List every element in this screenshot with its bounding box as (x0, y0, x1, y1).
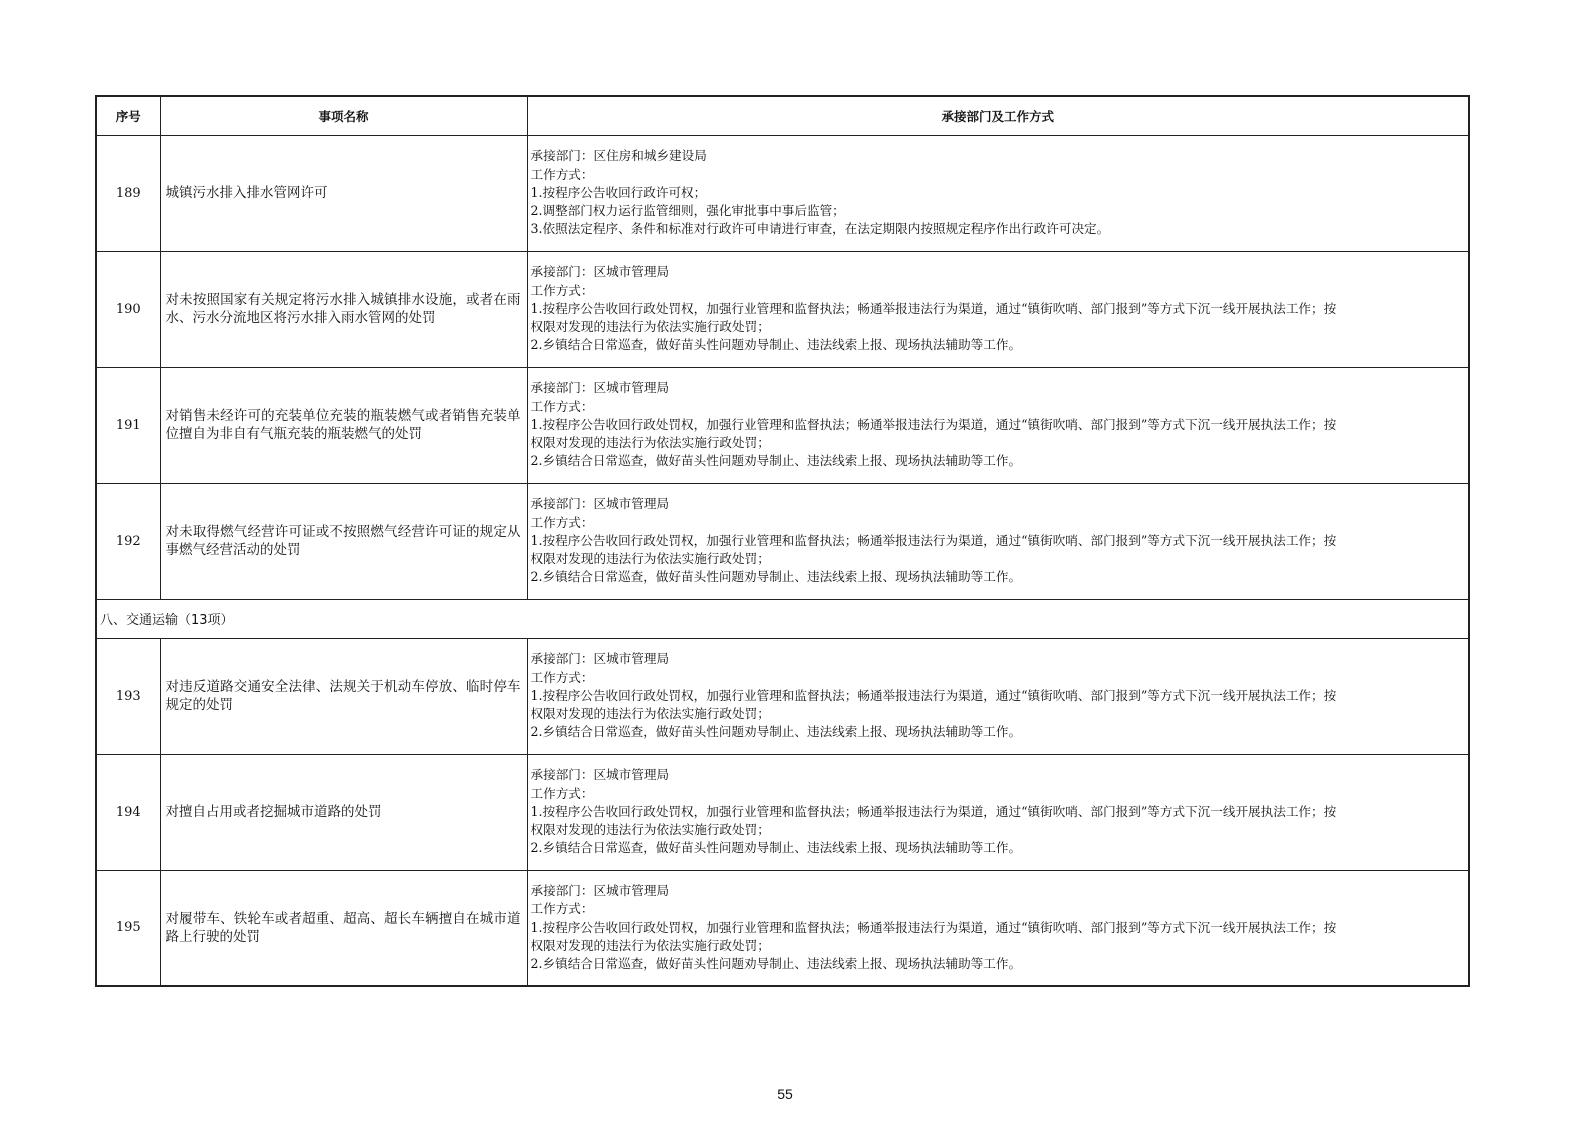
method-line: 工作方式： (530, 282, 594, 298)
method-line: 1.按程序公告收回行政处罚权，加强行业管理和监督执法；畅通举报违法行为渠道，通过“镇街吹哨、部门报到”等方式下沉一线开展执法工作；按 (530, 687, 1337, 703)
table-row (96, 754, 1469, 870)
row-method (527, 251, 1469, 367)
method-line: 2.乡镇结合日常巡查，做好苗头性问题劝导制止、违法线索上报、现场执法辅助等工作。 (530, 569, 1022, 585)
section-row (96, 599, 1469, 638)
method-line: 承接部门：区城市管理局 (530, 651, 670, 667)
row-item-name: 对未取得燃气经营许可证或不按照燃气经营许可证的规定从事燃气经营活动的处罚 (160, 483, 527, 599)
method-line: 2.调整部门权力运行监管细则，强化审批事中事后监管； (530, 203, 845, 219)
table-row (96, 483, 1469, 599)
row-seq: 189 (96, 135, 160, 251)
method-line: 工作方式： (530, 901, 594, 917)
table-body-group-b (96, 638, 1469, 986)
method-line: 1.按程序公告收回行政处罚权，加强行业管理和监督执法；畅通举报违法行为渠道，通过“镇街吹哨、部门报到”等方式下沉一线开展执法工作；按 (530, 803, 1337, 819)
row-seq: 192 (96, 483, 160, 599)
method-line: 2.乡镇结合日常巡查，做好苗头性问题劝导制止、违法线索上报、现场执法辅助等工作。 (530, 453, 1022, 469)
method-line: 承接部门：区住房和城乡建设局 (530, 148, 707, 164)
method-line: 权限对发现的违法行为依法实施行政处罚； (530, 822, 770, 838)
row-seq: 191 (96, 367, 160, 483)
row-method (527, 483, 1469, 599)
method-line: 承接部门：区城市管理局 (530, 380, 670, 396)
row-item-name: 对销售未经许可的充装单位充装的瓶装燃气或者销售充装单位擅自为非自有气瓶充装的瓶装燃气的处罚 (160, 367, 527, 483)
header-seq: 序号 (96, 96, 160, 135)
method-line: 承接部门：区城市管理局 (530, 496, 670, 512)
method-line: 3.依照法定程序、条件和标准对行政许可申请进行审查，在法定期限内按照规定程序作出行政许可决定。 (530, 221, 1110, 237)
row-item-name: 城镇污水排入排水管网许可 (160, 135, 527, 251)
section-title: 八、交通运输（13项） (96, 599, 1469, 638)
method-line: 权限对发现的违法行为依法实施行政处罚； (530, 937, 770, 953)
table-section-group (96, 599, 1469, 638)
row-item-name: 对擅自占用或者挖掘城市道路的处罚 (160, 754, 527, 870)
row-seq: 195 (96, 870, 160, 986)
method-line: 2.乡镇结合日常巡查，做好苗头性问题劝导制止、违法线索上报、现场执法辅助等工作。 (530, 956, 1022, 972)
row-method (527, 638, 1469, 754)
table-row (96, 251, 1469, 367)
method-line: 1.按程序公告收回行政处罚权，加强行业管理和监督执法；畅通举报违法行为渠道，通过“镇街吹哨、部门报到”等方式下沉一线开展执法工作；按 (530, 532, 1337, 548)
method-line: 工作方式： (530, 398, 594, 414)
method-line: 权限对发现的违法行为依法实施行政处罚； (530, 706, 770, 722)
method-line: 2.乡镇结合日常巡查，做好苗头性问题劝导制止、违法线索上报、现场执法辅助等工作。 (530, 724, 1022, 740)
row-method (527, 367, 1469, 483)
method-line: 2.乡镇结合日常巡查，做好苗头性问题劝导制止、违法线索上报、现场执法辅助等工作。 (530, 840, 1022, 856)
table-row (96, 638, 1469, 754)
header-name: 事项名称 (160, 96, 527, 135)
table-body-group-a (96, 135, 1469, 599)
row-method (527, 870, 1469, 986)
row-seq: 190 (96, 251, 160, 367)
row-method (527, 135, 1469, 251)
row-item-name: 对违反道路交通安全法律、法规关于机动车停放、临时停车规定的处罚 (160, 638, 527, 754)
table-row (96, 135, 1469, 251)
method-line: 1.按程序公告收回行政许可权； (530, 184, 707, 200)
method-line: 承接部门：区城市管理局 (530, 767, 670, 783)
method-line: 权限对发现的违法行为依法实施行政处罚； (530, 435, 770, 451)
row-item-name: 对未按照国家有关规定将污水排入城镇排水设施，或者在雨水、污水分流地区将污水排入雨水管网的处罚 (160, 251, 527, 367)
table-row (96, 870, 1469, 986)
method-line: 工作方式： (530, 669, 594, 685)
method-line: 2.乡镇结合日常巡查，做好苗头性问题劝导制止、违法线索上报、现场执法辅助等工作。 (530, 337, 1022, 353)
row-seq: 193 (96, 638, 160, 754)
row-method (527, 754, 1469, 870)
row-item-name: 对履带车、铁轮车或者超重、超高、超长车辆擅自在城市道路上行驶的处罚 (160, 870, 527, 986)
items-table (95, 95, 1470, 987)
table-header-row (96, 96, 1469, 135)
row-seq: 194 (96, 754, 160, 870)
method-line: 1.按程序公告收回行政处罚权，加强行业管理和监督执法；畅通举报违法行为渠道，通过“镇街吹哨、部门报到”等方式下沉一线开展执法工作；按 (530, 300, 1337, 316)
method-line: 工作方式： (530, 166, 594, 182)
header-method: 承接部门及工作方式 (527, 96, 1469, 135)
method-line: 工作方式： (530, 514, 594, 530)
method-line: 1.按程序公告收回行政处罚权，加强行业管理和监督执法；畅通举报违法行为渠道，通过“镇街吹哨、部门报到”等方式下沉一线开展执法工作；按 (530, 919, 1337, 935)
page-number: 55 (777, 1086, 793, 1102)
method-line: 承接部门：区城市管理局 (530, 264, 670, 280)
method-line: 权限对发现的违法行为依法实施行政处罚； (530, 551, 770, 567)
method-line: 权限对发现的违法行为依法实施行政处罚； (530, 319, 770, 335)
method-line: 1.按程序公告收回行政处罚权，加强行业管理和监督执法；畅通举报违法行为渠道，通过“镇街吹哨、部门报到”等方式下沉一线开展执法工作；按 (530, 416, 1337, 432)
table-row (96, 367, 1469, 483)
method-line: 承接部门：区城市管理局 (530, 883, 670, 899)
method-line: 工作方式： (530, 785, 594, 801)
